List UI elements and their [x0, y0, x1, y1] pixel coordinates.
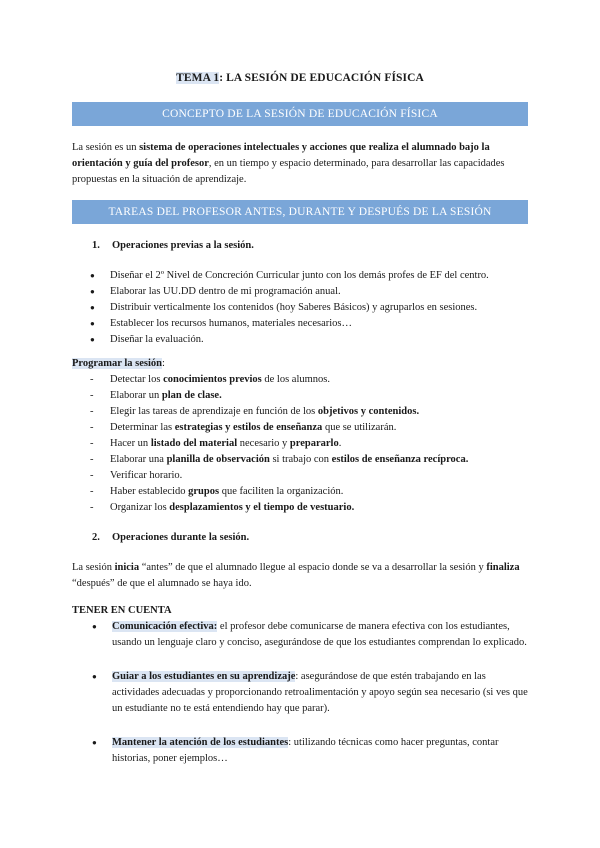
- programar-list: [90, 372, 530, 516]
- heading-text: Operaciones previas a la sesión.: [112, 240, 254, 251]
- section-banner-concept: CONCEPTO DE LA SESIÓN DE EDUCACIÓN FÍSICA: [72, 102, 528, 126]
- programar-colon: :: [162, 358, 165, 369]
- item-text: Organizar los: [110, 502, 170, 513]
- list-item: [90, 619, 530, 651]
- item-text: : utilizando técnicas como hacer preguntas, contar historias, poner ejemplos…: [112, 737, 499, 764]
- list-item: ● Establecer los recursos humanos, materiales necesarios…: [90, 316, 530, 332]
- item-bold: prepararlo: [289, 438, 339, 449]
- item-bold: conocimientos previos: [163, 374, 262, 385]
- item-bold: estrategias y estilos de enseñanza: [174, 422, 323, 433]
- tener-heading: TENER EN CUENTA: [72, 605, 172, 616]
- item-text: Elegir las tareas de aprendizaje en función de los: [110, 406, 318, 417]
- heading-text: Operaciones durante la sesión.: [112, 532, 250, 543]
- list-item: [90, 468, 530, 484]
- durante-text: “después” de que el alumnado se haya ido.: [72, 578, 252, 589]
- item-text: Elaborar un: [110, 390, 162, 401]
- item-text: Elaborar una: [110, 454, 167, 465]
- concept-text-1: La sesión es un: [72, 142, 140, 153]
- item-text: : asegurándose de que estén trabajando en las actividades adecuadas y proporcionando retroalimentación y apoyo según sea necesario (si ves que un estudiante no te está entendiendo hay que parar).: [112, 671, 528, 714]
- item-text: el profesor debe comunicarse de manera efectiva con los estudiantes, usando un lenguaje claro y conciso, asegurándose de que los estudiantes comprendan lo explicado.: [112, 621, 527, 648]
- item-bold: listado del material: [150, 438, 238, 449]
- title-tema: TEMA 1: [176, 72, 220, 84]
- list-item: [90, 404, 530, 420]
- list-item: [90, 420, 530, 436]
- item-text: Haber establecido: [110, 486, 189, 497]
- tener-list: [90, 619, 530, 785]
- item-bold: objetivos y contenidos.: [317, 406, 420, 417]
- item-text: necesario y: [237, 438, 290, 449]
- item-text: Detectar los: [110, 374, 164, 385]
- previas-list: [90, 268, 530, 348]
- item-text: si trabajo con: [269, 454, 332, 465]
- list-item: [90, 388, 530, 404]
- item-text: Verificar horario.: [110, 470, 183, 481]
- title-rest: : LA SESIÓN DE EDUCACIÓN FÍSICA: [219, 72, 424, 84]
- item-bold: grupos: [188, 486, 220, 497]
- item-bold: estilos de enseñanza recíproca.: [331, 454, 469, 465]
- heading-number: 2.: [92, 532, 100, 543]
- item-bold: desplazamientos y el tiempo de vestuario.: [169, 502, 355, 513]
- concept-paragraph: [72, 140, 528, 188]
- item-text: .: [338, 438, 342, 449]
- item-text: de los alumnos.: [261, 374, 330, 385]
- list-item: ● Distribuir verticalmente los contenidos (hoy Saberes Básicos) y agruparlos en sesiones.: [90, 300, 530, 316]
- item-label: Comunicación efectiva:: [112, 621, 218, 632]
- list-item: [90, 372, 530, 388]
- list-item: [90, 452, 530, 468]
- page-title: [0, 72, 600, 84]
- heading-operaciones-previas: [92, 240, 254, 251]
- programar-label: Programar la sesión: [72, 358, 163, 369]
- list-item: [90, 436, 530, 452]
- durante-text: “antes” de que el alumnado llegue al espacio donde se va a desarrollar la sesión y: [139, 562, 487, 573]
- durante-text: La sesión: [72, 562, 115, 573]
- list-item: [90, 735, 530, 767]
- list-item: [90, 484, 530, 500]
- list-item: ● Diseñar el 2º Nivel de Concreción Curricular junto con los demás profes de EF del centro.: [90, 268, 530, 284]
- list-item: ● Elaborar las UU.DD dentro de mi programación anual.: [90, 284, 530, 300]
- item-text: Hacer un: [110, 438, 151, 449]
- item-text: que faciliten la organización.: [219, 486, 344, 497]
- heading-operaciones-durante: [92, 532, 249, 543]
- section-banner-tasks: TAREAS DEL PROFESOR ANTES, DURANTE Y DESPUÉS DE LA SESIÓN: [72, 200, 528, 224]
- concept-bold: sistema de operaciones intelectuales y acciones que realiza el alumnado bajo la orientación y guía del profesor: [72, 142, 490, 169]
- item-text: que se utilizarán.: [322, 422, 397, 433]
- list-item: [90, 500, 530, 516]
- durante-bold: finaliza: [486, 562, 520, 573]
- programar-heading: [72, 356, 528, 372]
- list-item: [90, 669, 530, 717]
- item-label: Mantener la atención de los estudiantes: [112, 737, 289, 748]
- durante-bold: inicia: [114, 562, 140, 573]
- durante-paragraph: [72, 560, 528, 592]
- item-bold: planilla de observación: [166, 454, 270, 465]
- item-bold: plan de clase.: [161, 390, 222, 401]
- item-text: Determinar las: [110, 422, 175, 433]
- list-item: ● Diseñar la evaluación.: [90, 332, 530, 348]
- concept-text-2: , en un tiempo y espacio determinado, para desarrollar las capacidades propuestas en la situación de aprendizaje.: [72, 158, 505, 185]
- item-label: Guiar a los estudiantes en su aprendizaje: [112, 671, 296, 682]
- heading-number: 1.: [92, 240, 100, 251]
